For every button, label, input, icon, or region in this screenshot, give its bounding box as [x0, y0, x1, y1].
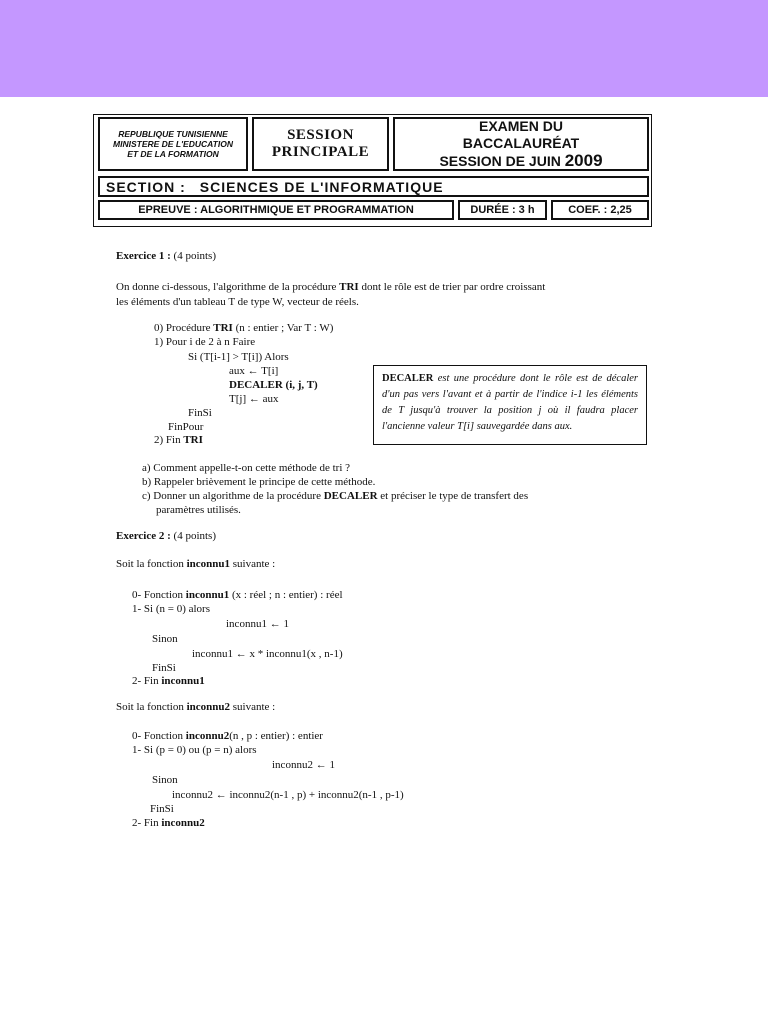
epreuve-text: EPREUVE : ALGORITHMIQUE ET PROGRAMMATION [138, 204, 414, 216]
question-c: c) Donner un algorithme de la procédure DECALER et préciser le type de transfert des [142, 490, 529, 502]
exam-line1: EXAMEN DU [478, 118, 563, 134]
duree-box [458, 200, 547, 220]
top-banner [0, 0, 768, 97]
exam-year: 2009 [564, 151, 603, 170]
note-keyword: DECALER [382, 373, 434, 384]
exam-line3: SESSION DE JUIN [439, 153, 561, 169]
f2-line-5: FinSi [150, 803, 174, 815]
session-line2: PRINCIPALE [271, 144, 370, 160]
exam-box [393, 117, 649, 171]
question-a: a) Comment appelle-t-on cette méthode de tri ? [142, 462, 351, 474]
republic-text: REPUBLIQUE TUNISIENNE [118, 129, 228, 139]
algo-line-8: 2) Fin TRI [154, 434, 203, 446]
formation-text: ET DE LA FORMATION [127, 149, 219, 159]
tri-keyword: TRI [339, 281, 359, 293]
algo-line-3: aux ← T[i] [229, 365, 279, 377]
algo-line-6: FinSi [188, 407, 212, 419]
section-label: SECTION : [106, 178, 186, 195]
section-box [98, 176, 649, 197]
f1-line-3: Sinon [152, 633, 178, 645]
f2-line-6: 2- Fin inconnu2 [132, 817, 205, 829]
ex2-intro2: Soit la fonction inconnu2 suivante : [116, 701, 276, 713]
exam-page [88, 110, 663, 837]
ex1-intro-line2: les éléments d'un tableau T de type W, vecteur de réels. [116, 296, 359, 308]
note-text: est une procédure dont le rôle est de décaler d'un pas vers l'avant et à partir de l'indice i-1 les éléments de T jusqu'à trouver la position j où il faudra placer l'ancienne valeur T[i] sauvegardée dans aux. [382, 373, 638, 432]
algo-line-0: 0) Procédure TRI (n : entier ; Var T : W) [154, 322, 334, 334]
f1-line-4: inconnu1 ← x * inconnu1(x , n-1) [192, 648, 343, 660]
f1-line-2: inconnu1 ← 1 [226, 618, 289, 630]
coef-text: COEF. : 2,25 [568, 204, 632, 216]
f2-line-3: Sinon [152, 774, 178, 786]
ex1-title [116, 249, 216, 263]
algo-line-4: DECALER (i, j, T) [229, 379, 318, 391]
f1-line-6: 2- Fin inconnu1 [132, 675, 205, 687]
f1-line-0: 0- Fonction inconnu1 (x : réel ; n : entier) : réel [132, 589, 343, 601]
ex2-title-label: Exercice 2 : [116, 530, 171, 542]
algo-line-1: 1) Pour i de 2 à n Faire [154, 336, 256, 348]
section-value: SCIENCES DE L'INFORMATIQUE [199, 178, 444, 195]
ex1-points: (4 points) [173, 250, 217, 262]
session-box [252, 117, 389, 171]
ex2-title [116, 529, 216, 543]
f1-line-5: FinSi [152, 662, 176, 674]
ex1-title-label: Exercice 1 : [116, 250, 171, 262]
ex2-points: (4 points) [173, 530, 217, 542]
coef-box [551, 200, 649, 220]
algo-line-5: T[j] ← aux [229, 393, 279, 405]
duree-text: DURÉE : 3 h [470, 204, 535, 216]
ex2-intro1: Soit la fonction inconnu1 suivante : [116, 558, 276, 570]
algo-line-2: Si (T[i-1] > T[i]) Alors [188, 351, 289, 363]
session-line1: SESSION [287, 127, 354, 143]
ministry-text: MINISTERE DE L'EDUCATION [113, 139, 233, 149]
f2-line-4: inconnu2 ← inconnu2(n-1 , p) + inconnu2(n-1 , p-1) [172, 789, 404, 801]
ex1-intro-line1: On donne ci-dessous, l'algorithme de la procédure TRI dont le rôle est de trier par ordre croissant [116, 281, 546, 293]
f2-line-0: 0- Fonction inconnu2(n , p : entier) : entier [132, 730, 323, 742]
epreuve-box [98, 200, 454, 220]
f1-line-1: 1- Si (n = 0) alors [132, 603, 210, 615]
decaler-note-box [373, 365, 647, 445]
f2-line-1: 1- Si (p = 0) ou (p = n) alors [132, 744, 257, 756]
algo-line-7: FinPour [168, 421, 204, 433]
question-c-line2: paramètres utilisés. [156, 504, 241, 516]
republic-box [98, 117, 248, 171]
exam-line2: BACCALAURÉAT [462, 135, 580, 151]
question-b: b) Rappeler brièvement le principe de cette méthode. [142, 476, 376, 488]
f2-line-2: inconnu2 ← 1 [272, 759, 335, 771]
